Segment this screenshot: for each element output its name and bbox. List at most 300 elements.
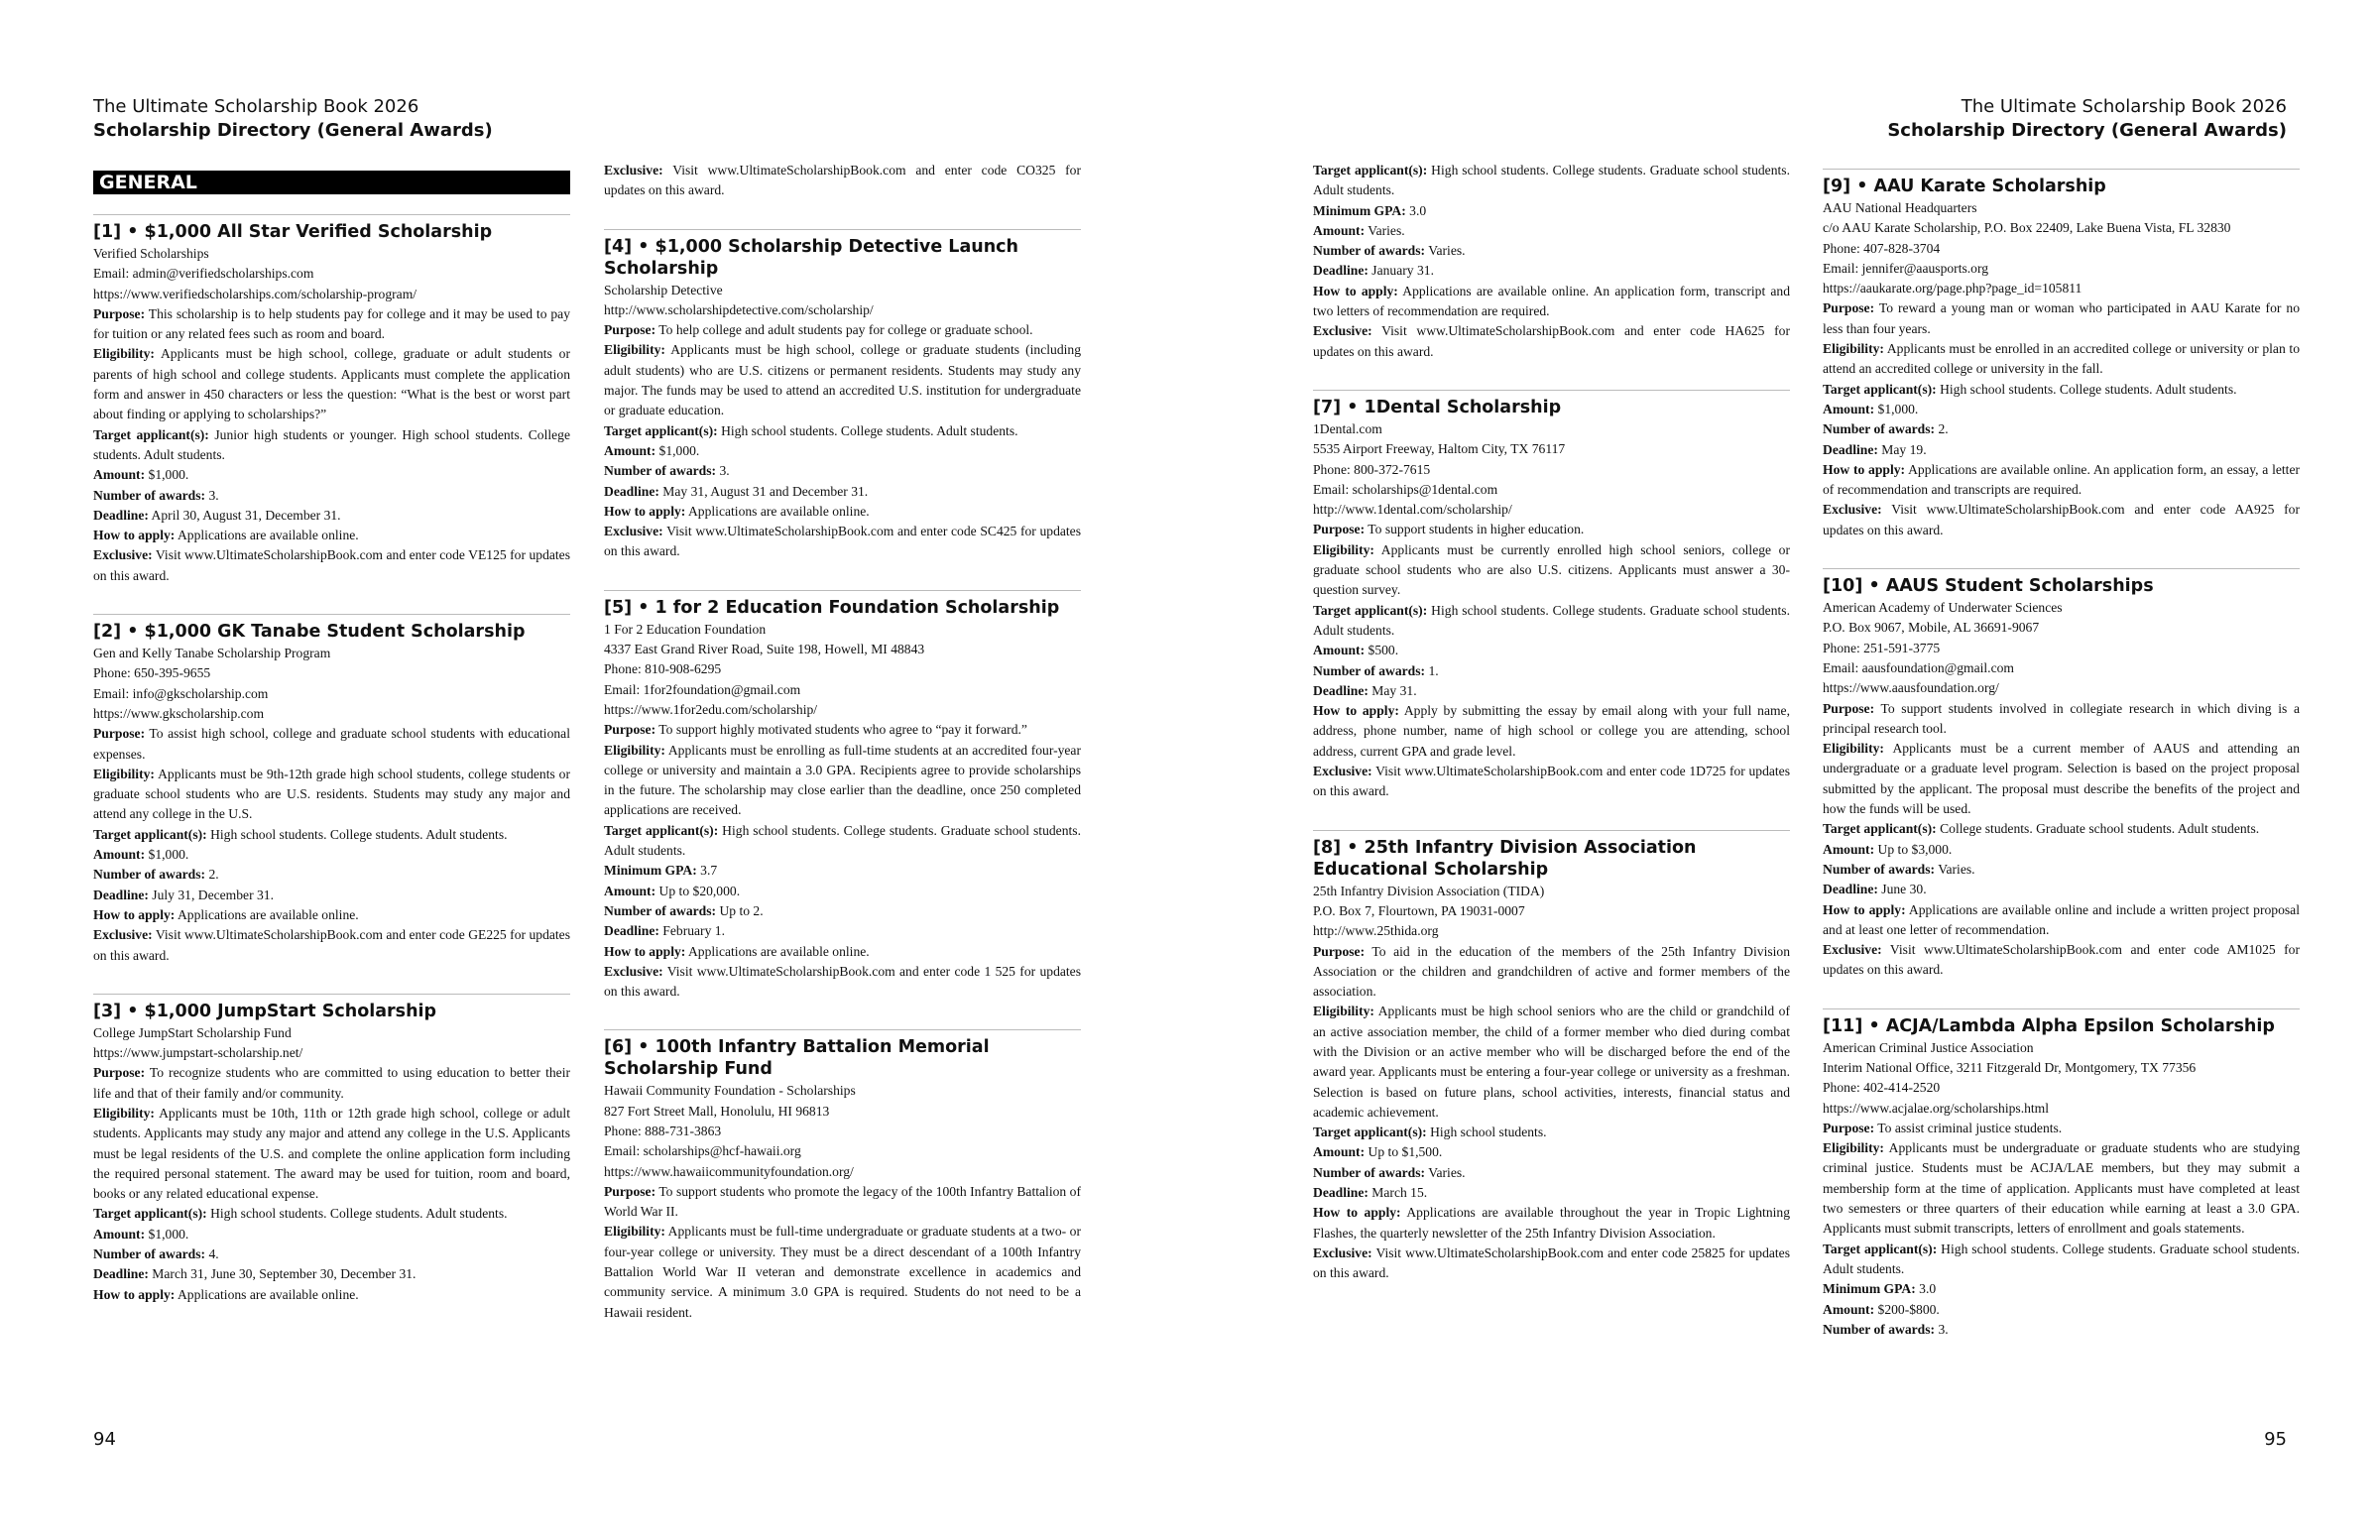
- contact-line: 5535 Airport Freeway, Haltom City, TX 76117: [1313, 441, 1566, 457]
- field-line: [93, 1285, 570, 1305]
- field-value: High school students. College students. Graduate school students. Adult students.: [1313, 602, 1790, 638]
- field-label: Minimum GPA:: [604, 863, 697, 879]
- field-line: [604, 421, 1081, 441]
- field-value: To support students who promote the legacy of the 100th Infantry Battalion of World War II.: [604, 1183, 1081, 1220]
- scholarship-entry: [1823, 568, 2300, 981]
- field-line: [1313, 1002, 1790, 1123]
- contact-line: Phone: 251-591-3775: [1823, 640, 1941, 655]
- field-label: Amount:: [1313, 643, 1366, 658]
- field-value: To support students in higher education.: [1368, 522, 1585, 537]
- field-label: Target applicant(s):: [93, 1206, 207, 1222]
- field-label: Amount:: [93, 467, 146, 483]
- field-value: May 31, August 31 and December 31.: [662, 483, 869, 499]
- scholarship-title: [5] • 1 for 2 Education Foundation Scholarship: [604, 597, 1060, 618]
- field-label: Number of awards:: [1823, 861, 1936, 877]
- contact-line: Phone: 800-372-7615: [1313, 461, 1431, 477]
- field-label: How to apply:: [1313, 703, 1399, 719]
- field-line: [604, 901, 1081, 921]
- field-value: Applicants must be undergraduate or graduate students who are studying criminal justice. Students must be ACJA/LAE members, but they may submit a membership form at the time of application. Applicants must have completed at least two semesters or three quarters of their education while earning at least a 3.0 GPA. Applicants must submit transcripts, letters of enrollment and goals statements.: [1823, 1140, 2300, 1237]
- field-label: Deadline:: [1823, 441, 1878, 457]
- field-label: Amount:: [93, 847, 146, 863]
- field-line: [93, 1264, 570, 1284]
- field-line: [1823, 298, 2300, 339]
- field-value: March 31, June 30, September 30, December 31.: [152, 1266, 416, 1282]
- field-value: Visit www.UltimateScholarshipBook.com and enter code AA925 for updates on this award.: [1823, 502, 2300, 537]
- field-line: [1823, 419, 2300, 439]
- contact-line: https://www.aausfoundation.org/: [1823, 680, 1999, 696]
- field-label: Number of awards:: [1313, 662, 1426, 678]
- field-label: Exclusive:: [1823, 942, 1882, 958]
- column-3: [1313, 161, 1790, 1312]
- contact-line: c/o AAU Karate Scholarship, P.O. Box 22409, Lake Buena Vista, FL 32830: [1823, 220, 2231, 236]
- contact-line: https://www.1for2edu.com/scholarship/: [604, 701, 818, 717]
- field-line: [1823, 440, 2300, 460]
- field-line: [1313, 942, 1790, 1003]
- contact-line: P.O. Box 9067, Mobile, AL 36691-9067: [1823, 620, 2040, 636]
- contact-line: 827 Fort Street Mall, Honolulu, HI 96813: [604, 1103, 830, 1119]
- field-label: Target applicant(s):: [1313, 602, 1428, 618]
- field-value: To recognize students who are committed to using education to better their life and that of their family and/or community.: [93, 1065, 571, 1101]
- field-line: [1313, 701, 1790, 762]
- contact-line: Email: 1for2foundation@gmail.com: [604, 681, 801, 697]
- entry-divider: [1823, 568, 2300, 569]
- entry-divider: [93, 214, 570, 215]
- field-label: How to apply:: [604, 943, 686, 959]
- field-label: Deadline:: [93, 507, 149, 523]
- field-label: Exclusive:: [1313, 323, 1372, 339]
- contact-line: Verified Scholarships: [93, 246, 209, 261]
- field-line: [604, 962, 1081, 1003]
- field-line: [1823, 400, 2300, 419]
- scholarship-entry: [1823, 169, 2300, 540]
- field-line: [1313, 1123, 1790, 1142]
- field-value: Applicants must be 9th-12th grade high school students, college students or graduate school students who are U.S. residents. Students may study any major and attend any college in the U.S.: [93, 766, 570, 822]
- field-label: Purpose:: [1313, 943, 1366, 959]
- field-label: Deadline:: [1313, 1185, 1368, 1201]
- field-line: [1313, 1203, 1790, 1244]
- column-4: [1823, 169, 2300, 1367]
- field-value: This scholarship is to help students pay for college and it may be used to pay for tuition or any related fees such as room and board.: [93, 305, 571, 342]
- field-line: [604, 320, 1081, 340]
- field-line: [1823, 699, 2300, 740]
- field-value: Applicants must be high school, college or graduate students (including adult students) who are U.S. citizens or permanent residents. Students may study any major. The funds may be used to attend an accredited U.S. institution for undergraduate or graduate education.: [604, 342, 1081, 418]
- field-label: Amount:: [1823, 401, 1875, 416]
- field-label: Eligibility:: [604, 342, 665, 358]
- field-line: [1823, 339, 2300, 380]
- field-line: [93, 1244, 570, 1264]
- field-line: [1313, 241, 1790, 261]
- field-line: [93, 1204, 570, 1224]
- field-line: [93, 1063, 570, 1104]
- field-label: Number of awards:: [604, 902, 717, 918]
- entry-divider: [1823, 1008, 2300, 1009]
- field-value: High school students. College students. Adult students.: [1940, 381, 2237, 397]
- field-value: 3.7: [700, 863, 718, 879]
- field-value: $1,000.: [148, 1226, 189, 1242]
- field-label: Purpose:: [604, 722, 656, 738]
- field-line: [1313, 762, 1790, 802]
- field-value: Junior high students or younger. High school students. College students. Adult students.: [93, 426, 570, 462]
- entry-divider: [604, 590, 1081, 591]
- field-line: [93, 886, 570, 905]
- field-value: Applicants must be a current member of AAUS and attending an undergraduate or a graduate level program. Selection is based on the project proposal submitted by the applicant. The proposal must describe the benefits of the project and how the funds will be used.: [1823, 741, 2300, 817]
- scholarship-title: [3] • $1,000 JumpStart Scholarship: [93, 1001, 437, 1021]
- field-line: [1823, 1119, 2300, 1138]
- field-value: High school students. College students. Graduate school students. Adult students.: [1823, 1241, 2300, 1276]
- field-label: Amount:: [604, 883, 656, 898]
- field-value: Visit www.UltimateScholarshipBook.com and enter code VE125 for updates on this award.: [93, 547, 571, 583]
- field-value: Applications are available online.: [177, 1286, 359, 1302]
- field-label: How to apply:: [93, 528, 176, 543]
- field-value: Visit www.UltimateScholarshipBook.com and enter code CO325 for updates on this award.: [604, 163, 1081, 198]
- contact-line: American Academy of Underwater Sciences: [1823, 600, 2063, 616]
- field-line: [93, 925, 570, 966]
- contact-line: Email: aausfoundation@gmail.com: [1823, 659, 2014, 675]
- field-line: [604, 441, 1081, 461]
- field-line: [1823, 1138, 2300, 1239]
- field-value: To assist high school, college and graduate school students with educational expenses.: [93, 726, 570, 762]
- field-line: [1823, 1240, 2300, 1280]
- field-label: Minimum GPA:: [1313, 202, 1406, 218]
- field-label: Amount:: [604, 442, 656, 458]
- field-value: High school students. College students. Adult students.: [210, 826, 508, 842]
- field-label: Eligibility:: [1313, 541, 1374, 557]
- field-value: Applications are available online and include a written project proposal and at least one letter of recommendation.: [1823, 901, 2300, 937]
- book-title: The Ultimate Scholarship Book 2026: [1961, 96, 2287, 117]
- field-value: 3.: [719, 463, 730, 479]
- field-line: [1823, 500, 2300, 540]
- field-value: 3.0: [1409, 202, 1427, 218]
- field-label: Deadline:: [1313, 263, 1368, 279]
- field-value: Applicants must be high school seniors who are the child or grandchild of an active association member, the child of a former member who died during combat with the Division or an active member who will be discharged before the end of the award year. Applicants must be entering a four-year college or university as a freshman. Selection is based on future plans, school activities, interests, financial status and academic achievement.: [1313, 1004, 1790, 1120]
- field-label: Exclusive:: [1313, 764, 1372, 779]
- field-value: 4.: [208, 1246, 219, 1262]
- field-value: Visit www.UltimateScholarshipBook.com and enter code AM1025 for updates on this award.: [1823, 942, 2300, 978]
- field-value: Varies.: [1428, 243, 1466, 259]
- entry-divider: [604, 229, 1081, 230]
- field-label: Purpose:: [604, 1183, 656, 1199]
- field-label: Exclusive:: [1823, 502, 1882, 518]
- contact-line: http://www.25thida.org: [1313, 923, 1439, 939]
- field-value: Up to $20,000.: [658, 883, 741, 898]
- field-line: [93, 465, 570, 485]
- entry-divider: [1823, 169, 2300, 170]
- field-label: Purpose:: [1823, 300, 1875, 316]
- field-value: Applicants must be full-time undergraduate or graduate students at a two- or four-year college or university. They must be a direct descendant of a 100th Infantry Battalion World War II veteran and demonstrate excellence in academics and community service. A minimum 3.0 GPA is required. Students do not need to be a Hawaii resident.: [604, 1224, 1081, 1320]
- field-label: How to apply:: [604, 503, 686, 519]
- field-value: To help college and adult students pay for college or graduate school.: [658, 322, 1033, 338]
- contact-line: Email: jennifer@aausports.org: [1823, 260, 1989, 276]
- field-line: [93, 1225, 570, 1244]
- contact-line: College JumpStart Scholarship Fund: [93, 1024, 292, 1040]
- field-label: How to apply:: [93, 1286, 176, 1302]
- field-line: [604, 522, 1081, 562]
- field-line: [1313, 540, 1790, 601]
- scholarship-entry: [1823, 1008, 2300, 1340]
- field-value: Applications are available online.: [177, 906, 359, 922]
- field-line: [604, 821, 1081, 862]
- field-line: [1313, 1244, 1790, 1284]
- field-label: Target applicant(s):: [93, 426, 209, 442]
- field-value: $1,000.: [658, 442, 700, 458]
- field-line: [604, 340, 1081, 420]
- field-value: May 31.: [1371, 682, 1417, 698]
- field-value: Up to $1,500.: [1368, 1144, 1443, 1160]
- field-label: Eligibility:: [604, 1224, 665, 1240]
- field-line: [1313, 601, 1790, 642]
- field-line: [1313, 641, 1790, 660]
- field-value: Applicants must be high school, college, graduate or adult students or parents of high school and college students. Applicants must complete the application form and answer in 450 characters or less the question: “What is the best or worst part about finding or applying to scholarships?”: [93, 346, 570, 422]
- field-value: To reward a young man or woman who participated in AAU Karate for no less than four years.: [1823, 300, 2301, 336]
- field-value: To aid in the education of the members of the 25th Infantry Division Association or the children and grandchildren of active and former members of the association.: [1313, 943, 1791, 1000]
- scholarship-title: [11] • ACJA/Lambda Alpha Epsilon Scholarship: [1823, 1015, 2275, 1036]
- section-title: Scholarship Directory (General Awards): [93, 120, 493, 141]
- field-line: [1313, 1142, 1790, 1162]
- field-line: [604, 861, 1081, 881]
- field-value: Varies.: [1938, 861, 1975, 877]
- field-value: Applications are available online. An application form, an essay, a letter of recommendation and transcripts are required.: [1823, 461, 2301, 498]
- column-1: [93, 171, 570, 1333]
- field-label: Target applicant(s):: [1823, 381, 1937, 397]
- field-label: Amount:: [1313, 222, 1366, 238]
- field-label: Eligibility:: [1313, 1004, 1374, 1019]
- field-line: [93, 724, 570, 765]
- field-line: [1313, 1183, 1790, 1203]
- contact-line: American Criminal Justice Association: [1823, 1039, 2034, 1055]
- contact-line: 25th Infantry Division Association (TIDA): [1313, 883, 1545, 898]
- field-label: Amount:: [1823, 841, 1875, 857]
- field-line: [93, 825, 570, 845]
- field-value: January 31.: [1371, 263, 1434, 279]
- field-label: Target applicant(s):: [1823, 821, 1937, 837]
- field-value: High school students.: [1430, 1125, 1547, 1140]
- field-value: To support highly motivated students who agree to “pay it forward.”: [658, 722, 1027, 738]
- scholarship-entry: [1313, 390, 1790, 802]
- field-line: [1823, 1279, 2300, 1299]
- field-line: [1823, 1300, 2300, 1320]
- field-value: Visit www.UltimateScholarshipBook.com and enter code SC425 for updates on this award.: [604, 524, 1081, 559]
- field-line: [604, 921, 1081, 941]
- field-value: 3.0: [1919, 1281, 1937, 1297]
- field-value: 2.: [208, 867, 219, 883]
- field-label: Deadline:: [93, 887, 149, 902]
- contact-line: Interim National Office, 3211 Fitzgerald Dr, Montgomery, TX 77356: [1823, 1059, 2197, 1075]
- field-value: 3.: [208, 487, 219, 503]
- field-value: Applications are available online.: [687, 943, 870, 959]
- contact-line: Email: scholarships@hcf-hawaii.org: [604, 1143, 801, 1159]
- field-label: Eligibility:: [93, 766, 155, 781]
- entry-divider: [604, 1029, 1081, 1030]
- scholarship-title: [2] • $1,000 GK Tanabe Student Scholarship: [93, 622, 526, 643]
- field-value: $200-$800.: [1877, 1301, 1940, 1317]
- contact-line: Phone: 888-731-3863: [604, 1123, 722, 1138]
- field-line: [1823, 1320, 2300, 1340]
- field-value: June 30.: [1881, 882, 1927, 897]
- scholarship-title: [10] • AAUS Student Scholarships: [1823, 576, 2154, 597]
- field-value: March 15.: [1371, 1185, 1428, 1201]
- field-label: Deadline:: [604, 483, 659, 499]
- field-value: 1.: [1428, 662, 1439, 678]
- field-label: Number of awards:: [1823, 1321, 1936, 1337]
- field-line: [93, 506, 570, 526]
- field-value: $500.: [1368, 643, 1399, 658]
- field-label: Exclusive:: [604, 524, 663, 539]
- contact-line: Email: admin@verifiedscholarships.com: [93, 266, 314, 282]
- field-label: Target applicant(s):: [604, 822, 719, 838]
- contact-line: Phone: 402-414-2520: [1823, 1080, 1941, 1096]
- field-line: [93, 304, 570, 345]
- field-label: How to apply:: [1313, 283, 1398, 298]
- field-label: Eligibility:: [93, 1105, 155, 1121]
- entry-divider: [93, 614, 570, 615]
- contact-line: P.O. Box 7, Flourtown, PA 19031-0007: [1313, 902, 1525, 918]
- field-line: [1313, 661, 1790, 681]
- field-label: Purpose:: [1823, 1120, 1875, 1135]
- field-line: [93, 845, 570, 865]
- field-line: [1313, 282, 1790, 322]
- field-value: 2.: [1938, 421, 1949, 437]
- contact-line: 1Dental.com: [1313, 420, 1382, 436]
- scholarship-entry: [604, 590, 1081, 1003]
- field-label: Target applicant(s):: [1313, 1125, 1427, 1140]
- field-value: High school students. College students. Graduate school students. Adult students.: [1313, 163, 1790, 198]
- field-value: Up to $3,000.: [1877, 841, 1953, 857]
- field-value: To assist criminal justice students.: [1877, 1120, 2063, 1135]
- contact-line: http://www.scholarshipdetective.com/scholarship/: [604, 301, 874, 317]
- field-label: Purpose:: [1313, 522, 1366, 537]
- field-line: [1823, 840, 2300, 860]
- field-line: [93, 344, 570, 424]
- field-value: High school students. College students. Adult students.: [721, 422, 1018, 438]
- entry-divider: [1313, 830, 1790, 831]
- field-line: [93, 486, 570, 506]
- field-line: [93, 765, 570, 825]
- section-title: Scholarship Directory (General Awards): [1887, 120, 2287, 141]
- scholarship-title: [8] • 25th Infantry Division Association Educational Scholarship: [1313, 837, 1697, 880]
- contact-line: Gen and Kelly Tanabe Scholarship Program: [93, 646, 331, 661]
- scholarship-entry: [604, 229, 1081, 562]
- scholarship-entry: [1313, 161, 1790, 362]
- field-value: To support students involved in collegiate research in which diving is a principal research tool.: [1823, 700, 2301, 736]
- contact-line: 1 For 2 Education Foundation: [604, 621, 767, 637]
- contact-line: 4337 East Grand River Road, Suite 198, Howell, MI 48843: [604, 642, 925, 657]
- field-line: [604, 882, 1081, 901]
- field-label: Number of awards:: [93, 487, 206, 503]
- field-value: Visit www.UltimateScholarshipBook.com and enter code HA625 for updates on this award.: [1313, 323, 1790, 359]
- field-label: How to apply:: [1313, 1205, 1401, 1221]
- field-value: 3.: [1938, 1321, 1949, 1337]
- field-line: [604, 720, 1081, 740]
- contact-line: Phone: 810-908-6295: [604, 661, 722, 677]
- field-line: [604, 741, 1081, 821]
- field-line: [93, 905, 570, 925]
- contact-line: https://www.gkscholarship.com: [93, 705, 265, 721]
- field-label: Amount:: [1313, 1144, 1366, 1160]
- field-line: [604, 461, 1081, 481]
- contact-line: Email: info@gkscholarship.com: [93, 685, 269, 701]
- field-value: Applicants must be 10th, 11th or 12th grade high school, college or adult students. Applicants may study any major and attend any college in the U.S. Applicants must be legal residents of the U.S. and complete the online application form including the required personal statement. The award may be used for tuition, room and board, books or any related educational expense.: [93, 1105, 570, 1202]
- field-value: Applicants must be currently enrolled high school seniors, college or graduate school students who are also U.S. citizens. Applicants must answer a 30-question survey.: [1313, 541, 1790, 598]
- field-value: Applications are available online.: [687, 503, 870, 519]
- section-label: GENERAL: [93, 171, 570, 194]
- field-label: Number of awards:: [1313, 1164, 1426, 1180]
- field-label: Eligibility:: [93, 346, 155, 362]
- field-label: Target applicant(s):: [1313, 163, 1428, 178]
- field-label: How to apply:: [1823, 461, 1906, 477]
- field-label: Exclusive:: [93, 547, 153, 563]
- field-value: High school students. College students. Adult students.: [210, 1206, 508, 1222]
- field-line: [1823, 819, 2300, 839]
- field-label: Minimum GPA:: [1823, 1281, 1916, 1297]
- field-label: Deadline:: [93, 1266, 149, 1282]
- field-value: Visit www.UltimateScholarshipBook.com and enter code 1 525 for updates on this award.: [604, 963, 1081, 1000]
- field-label: Number of awards:: [93, 1246, 206, 1262]
- field-label: Eligibility:: [1823, 1140, 1884, 1156]
- contact-line: https://www.verifiedscholarships.com/scholarship-program/: [93, 286, 417, 301]
- field-line: [1313, 161, 1790, 201]
- field-label: Exclusive:: [604, 163, 663, 178]
- field-line: [1313, 681, 1790, 701]
- running-header-right: [1887, 95, 2287, 143]
- field-value: May 19.: [1881, 441, 1927, 457]
- page-number-right: 95: [2264, 1429, 2287, 1450]
- field-label: Deadline:: [604, 923, 659, 939]
- field-line: [93, 526, 570, 545]
- column-2: [604, 161, 1081, 1351]
- contact-line: Phone: 650-395-9655: [93, 665, 211, 681]
- field-label: Amount:: [93, 1226, 146, 1242]
- scholarship-entry: [1313, 830, 1790, 1284]
- field-value: Applications are available online.: [177, 528, 359, 543]
- field-label: Number of awards:: [1313, 243, 1426, 259]
- field-line: [604, 502, 1081, 522]
- field-value: Applicants must be enrolled in an accredited college or university or plan to attend an accredited college or university in the fall.: [1823, 341, 2300, 377]
- scholarship-title: [1] • $1,000 All Star Verified Scholarship: [93, 222, 493, 242]
- field-value: July 31, December 31.: [152, 887, 274, 902]
- field-line: [1313, 201, 1790, 221]
- contact-line: Email: scholarships@1dental.com: [1313, 481, 1498, 497]
- field-line: [1313, 1163, 1790, 1183]
- field-label: Purpose:: [93, 1065, 146, 1081]
- scholarship-entry: [604, 1029, 1081, 1323]
- field-line: [1823, 880, 2300, 899]
- contact-line: Hawaii Community Foundation - Scholarships: [604, 1083, 856, 1099]
- field-value: April 30, August 31, December 31.: [151, 507, 341, 523]
- field-value: Varies.: [1428, 1164, 1466, 1180]
- scholarship-title: [7] • 1Dental Scholarship: [1313, 397, 1562, 417]
- field-value: Visit www.UltimateScholarshipBook.com and enter code GE225 for updates on this award.: [93, 927, 571, 963]
- field-label: Exclusive:: [1313, 1244, 1372, 1260]
- field-label: Purpose:: [1823, 700, 1875, 716]
- field-value: Applications are available online. An application form, transcript and two letters of recommendation are required.: [1313, 283, 1791, 319]
- scholarship-title: [6] • 100th Infantry Battalion Memorial Scholarship Fund: [604, 1037, 990, 1080]
- field-label: Number of awards:: [604, 463, 717, 479]
- contact-line: Scholarship Detective: [604, 282, 723, 297]
- field-line: [1823, 860, 2300, 880]
- field-label: Target applicant(s):: [1823, 1241, 1938, 1256]
- field-label: Deadline:: [1823, 882, 1878, 897]
- field-label: Deadline:: [1313, 682, 1368, 698]
- scholarship-entry: [93, 994, 570, 1305]
- field-line: [93, 1104, 570, 1204]
- field-value: Visit www.UltimateScholarshipBook.com and enter code 1D725 for updates on this award.: [1313, 764, 1790, 799]
- field-label: Target applicant(s):: [604, 422, 718, 438]
- field-value: Up to 2.: [719, 902, 764, 918]
- field-value: $1,000.: [1877, 401, 1919, 416]
- scholarship-title: [9] • AAU Karate Scholarship: [1823, 177, 2106, 196]
- field-line: [604, 942, 1081, 962]
- field-label: Amount:: [1823, 1301, 1875, 1317]
